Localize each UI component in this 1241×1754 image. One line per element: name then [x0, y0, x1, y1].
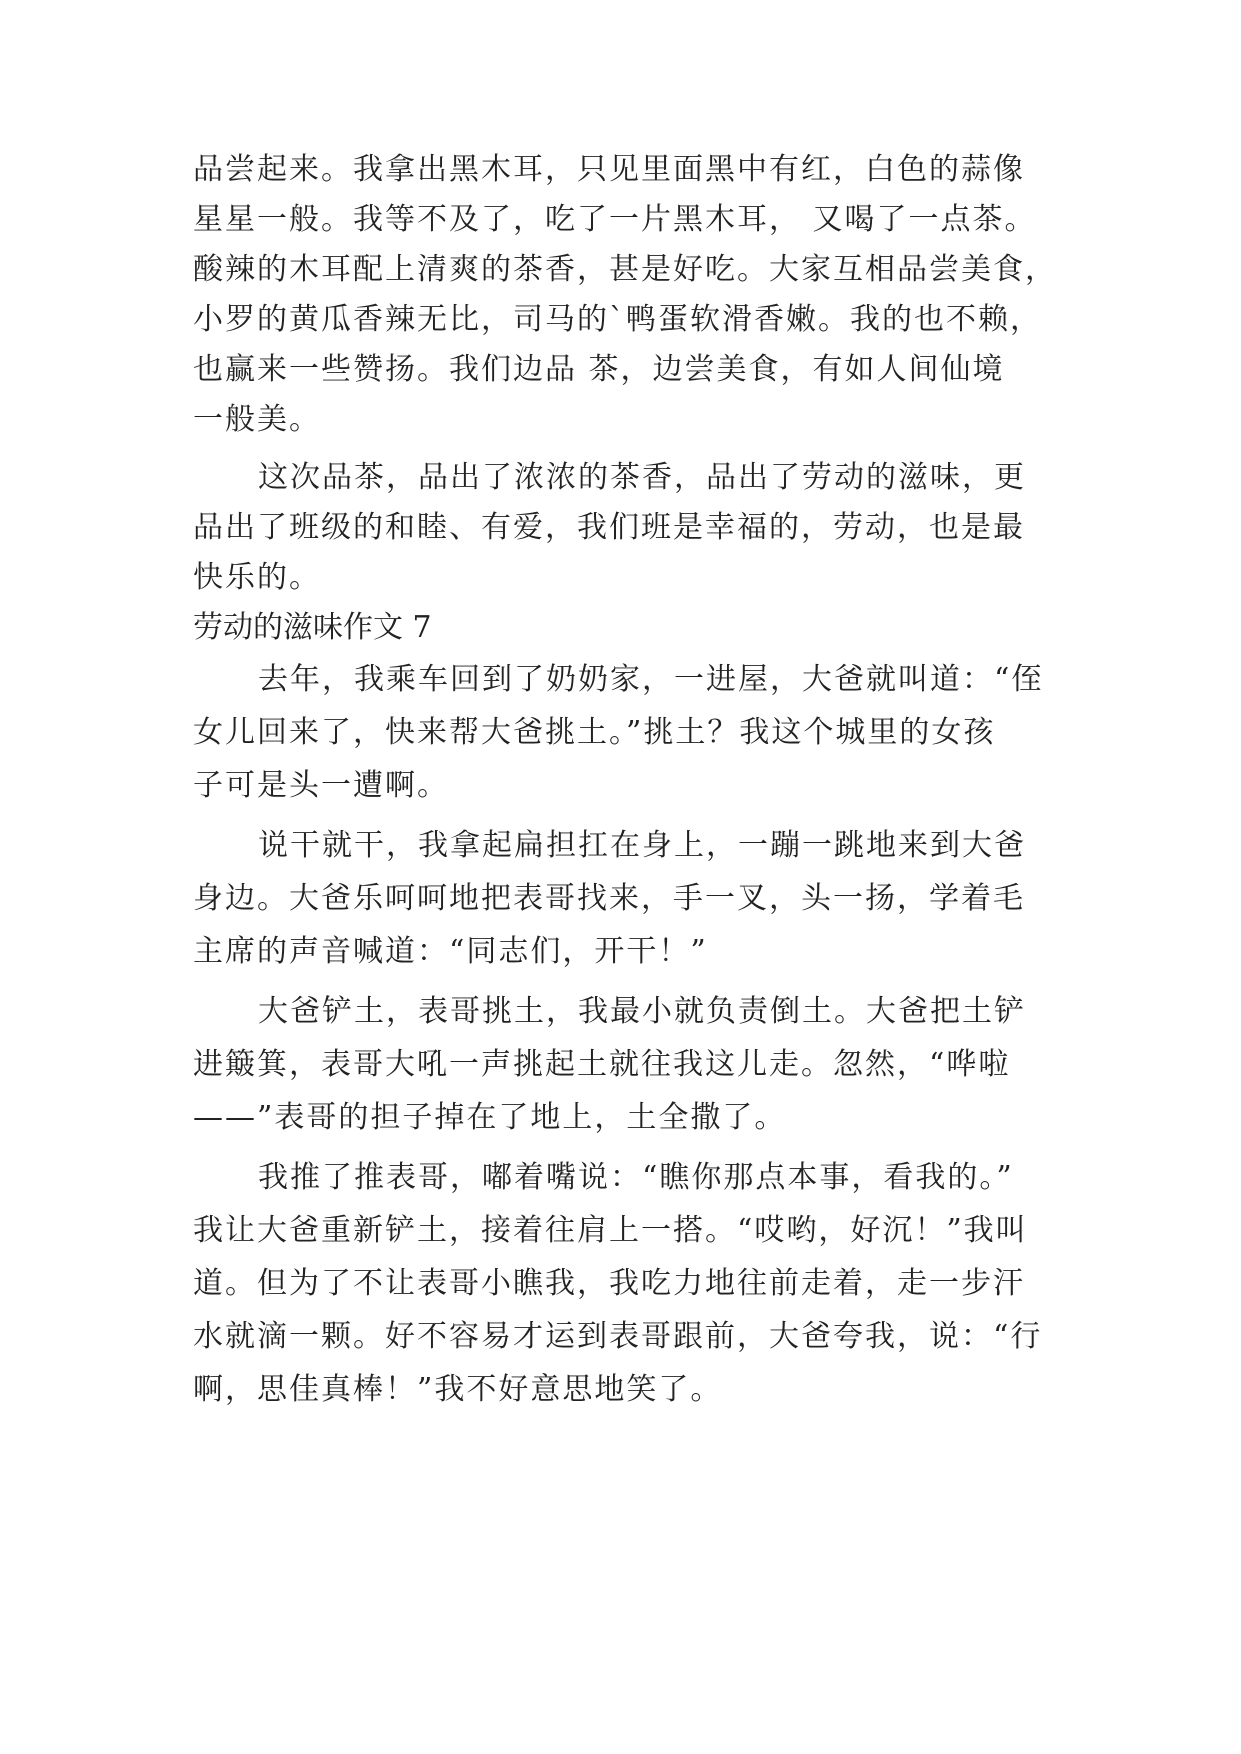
section-heading: 劳动的滋味作文 7	[193, 610, 432, 645]
text-line: 进簸箕，表哥大吼一声挑起土就往我这儿走。忽然，“哗啦	[193, 1047, 1011, 1082]
paragraph-first-line: 这次品茶，品出了浓浓的茶香，品出了劳动的滋味，更	[258, 460, 1026, 495]
text-line: 快乐的。	[193, 560, 321, 595]
text-line: 身边。大爸乐呵呵地把表哥找来，手一叉，头一扬，学着毛	[193, 881, 1025, 916]
text-line: 小罗的黄瓜香辣无比，司马的`鸭蛋软滑香嫩。我的也不赖，	[193, 302, 1042, 337]
text-line: 子可是头一遭啊。	[193, 768, 449, 803]
text-line: 星星一般。我等不及了，吃了一片黑木耳， 又喝了一点茶。	[193, 202, 1037, 237]
text-line: 水就滴一颗。好不容易才运到表哥跟前，大爸夸我，说：“行	[193, 1319, 1043, 1354]
text-line: 道。但为了不让表哥小瞧我，我吃力地往前走着，走一步汗	[193, 1266, 1025, 1301]
text-line: ——”表哥的担子掉在了地上，土全撒了。	[193, 1100, 787, 1135]
text-line: 品尝起来。我拿出黑木耳，只见里面黑中有红，白色的蒜像	[193, 152, 1025, 187]
text-line: 一般美。	[193, 402, 321, 437]
text-line: 也赢来一些赞扬。我们边品 茶，边尝美食，有如人间仙境	[193, 352, 1005, 387]
text-line: 品出了班级的和睦、有爱，我们班是幸福的，劳动，也是最	[193, 510, 1025, 545]
text-line: 啊，思佳真棒！”我不好意思地笑了。	[193, 1372, 723, 1407]
text-line: 酸辣的木耳配上清爽的茶香，甚是好吃。大家互相品尝美食，	[193, 252, 1057, 287]
paragraph-first-line: 说干就干，我拿起扁担扛在身上，一蹦一跳地来到大爸	[258, 828, 1026, 863]
paragraph-first-line: 去年，我乘车回到了奶奶家，一进屋，大爸就叫道：“侄	[258, 662, 1044, 697]
text-line: 我让大爸重新铲土，接着往肩上一搭。“哎哟，好沉！”我叫	[193, 1213, 1028, 1248]
text-line: 女儿回来了，快来帮大爸挑土。”挑土？我这个城里的女孩	[193, 715, 996, 750]
text-line: 主席的声音喊道：“同志们，开干！”	[193, 934, 708, 969]
paragraph-first-line: 我推了推表哥，嘟着嘴说：“瞧你那点本事，看我的。”	[258, 1160, 1014, 1195]
paragraph-first-line: 大爸铲土，表哥挑土，我最小就负责倒土。大爸把土铲	[258, 994, 1026, 1029]
